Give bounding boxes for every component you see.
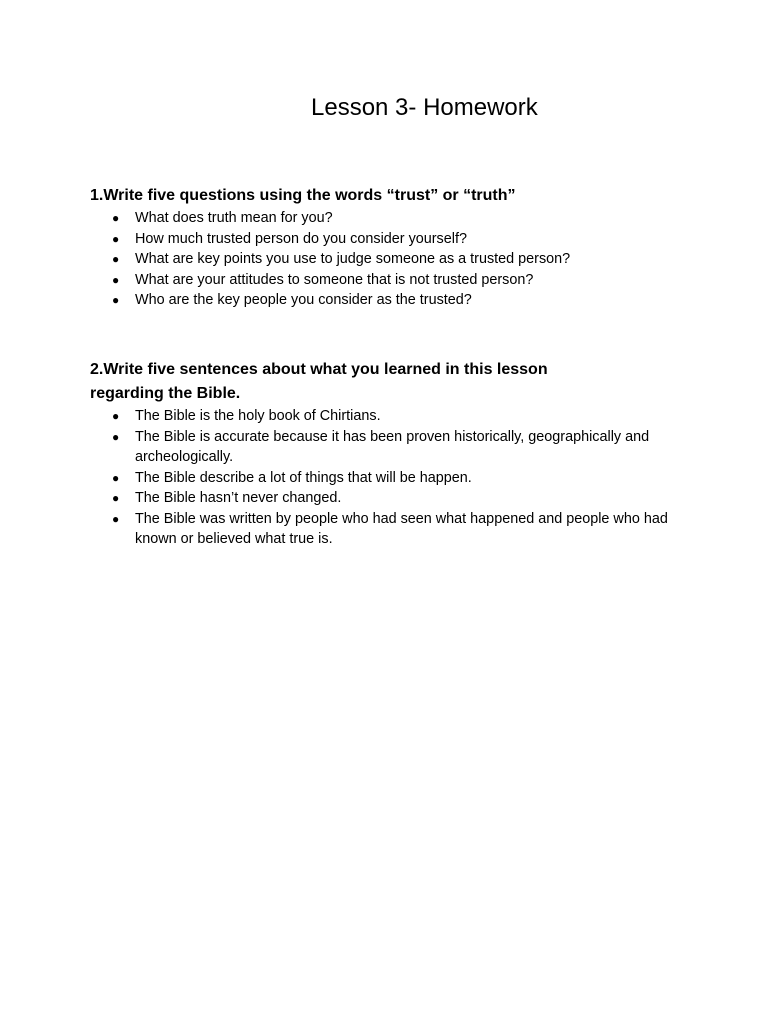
bullet-icon: ●	[112, 409, 120, 423]
list-item-text: What are key points you use to judge someone as a trusted person?	[135, 251, 571, 267]
bullet-icon: ●	[112, 511, 120, 526]
list-item	[90, 229, 675, 250]
list-item	[90, 468, 675, 489]
list-item	[90, 249, 675, 270]
bullet-icon: ●	[112, 429, 120, 444]
question-2-heading: 2.Write five sentences about what you learned in this lesson regarding the Bible.	[90, 361, 548, 402]
list-item-text: The Bible hasn’t never changed.	[135, 490, 342, 506]
list-item-text: The Bible is the holy book of Chirtians.	[135, 408, 381, 424]
bullet-icon: ●	[112, 231, 120, 246]
list-item	[90, 270, 675, 291]
question-1-answers	[90, 208, 690, 311]
list-item-text: What does truth mean for you?	[135, 210, 333, 226]
list-item-text: The Bible describe a lot of things that will be happen.	[135, 469, 472, 486]
page-title: Lesson 3- Homework	[311, 94, 538, 121]
list-item	[90, 406, 675, 427]
question-2-answers	[90, 406, 690, 550]
bullet-icon: ●	[112, 293, 120, 307]
question-1-heading: 1.Write five questions using the words “trust” or “truth”	[90, 187, 516, 204]
question-2-section	[90, 358, 690, 550]
list-item	[90, 208, 675, 229]
question-1-section	[90, 184, 690, 311]
bullet-icon: ●	[112, 272, 120, 287]
list-item-text: The Bible was written by people who had seen what happened and people who had known or believed what true is.	[135, 510, 668, 547]
list-item	[90, 488, 675, 509]
bullet-icon: ●	[112, 211, 120, 225]
list-item	[90, 427, 675, 468]
list-item-text: How much trusted person do you consider yourself?	[135, 230, 467, 247]
list-item-text: Who are the key people you consider as the trusted?	[135, 292, 472, 308]
list-item-text: The Bible is accurate because it has been proven historically, geographically and archeologically.	[135, 428, 650, 465]
bullet-icon: ●	[112, 491, 120, 505]
bullet-icon: ●	[112, 470, 120, 485]
list-item	[90, 290, 675, 311]
list-item-text: What are your attitudes to someone that is not trusted person?	[135, 271, 534, 288]
bullet-icon: ●	[112, 252, 120, 266]
list-item	[90, 509, 675, 550]
